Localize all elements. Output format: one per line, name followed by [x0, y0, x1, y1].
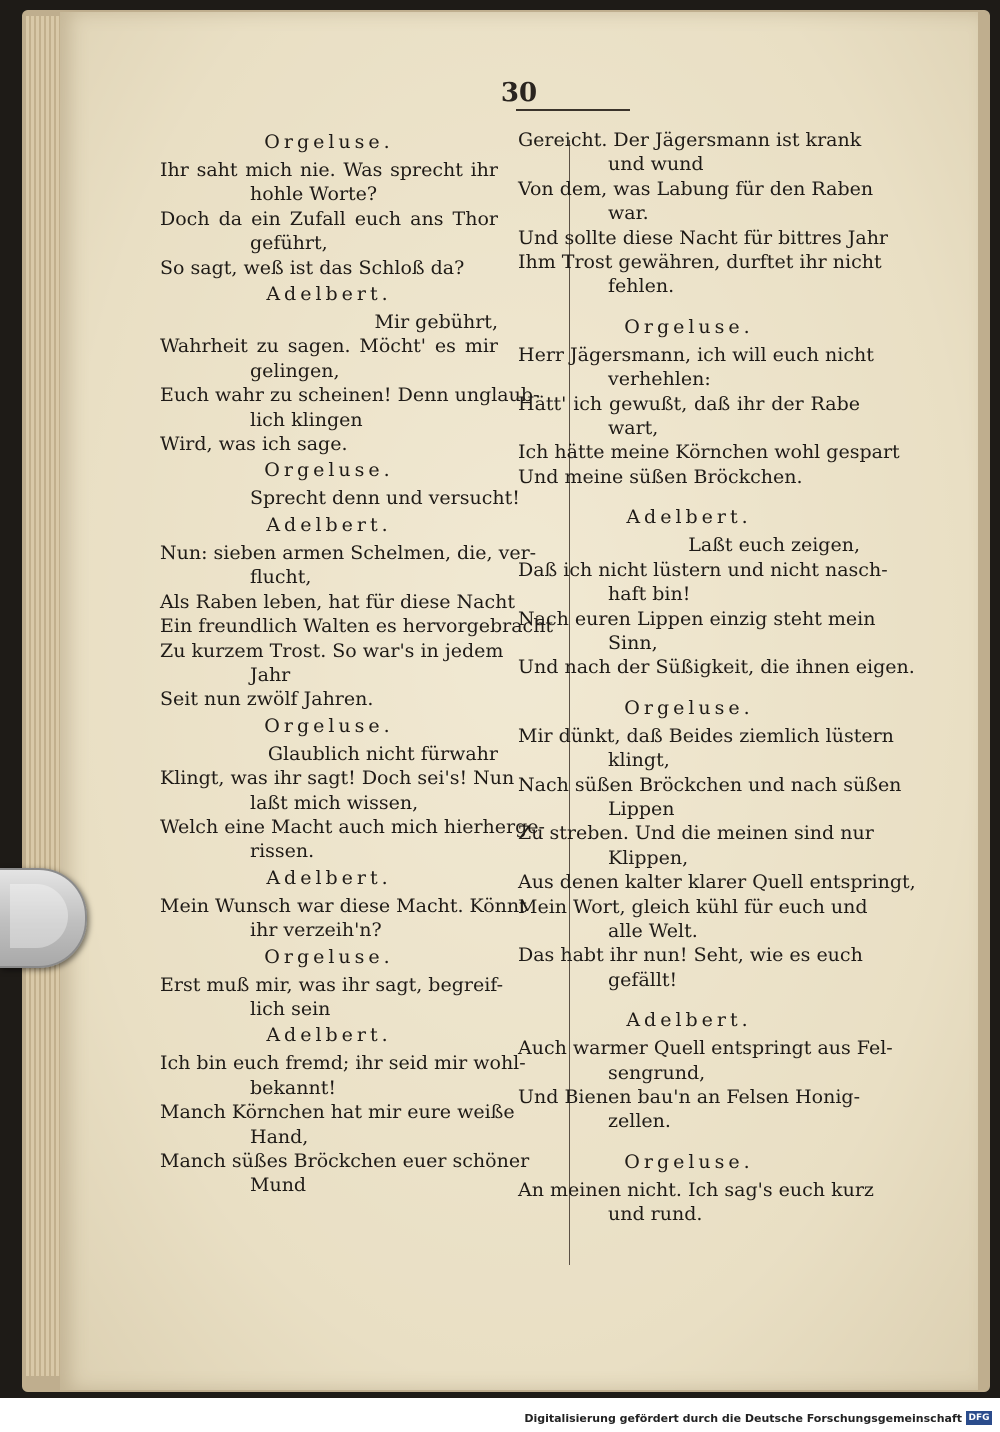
verse-line: Klippen,	[608, 846, 689, 869]
verse-line: Daß ich nicht lüstern und nicht nasch-	[518, 558, 888, 581]
verse-line: Herr Jägersmann, ich will euch nicht	[518, 343, 874, 366]
stanza-gap	[518, 299, 860, 313]
speaker-name: Orgeluse.	[264, 459, 394, 482]
header-rule	[516, 109, 630, 111]
stanza-gap	[518, 680, 860, 694]
left-column	[160, 128, 554, 1198]
verse-line: Hand,	[250, 1125, 309, 1148]
speaker-name: Adelbert.	[266, 1024, 392, 1047]
verse-line: zellen.	[608, 1110, 671, 1133]
speaker-name: Adelbert.	[266, 866, 392, 889]
speaker-name: Orgeluse.	[264, 131, 394, 153]
verse-line: Mir gebührt,	[374, 311, 498, 334]
speaker-name: Orgeluse.	[624, 696, 754, 719]
stanza-gap	[518, 992, 860, 1006]
speaker-name: Adelbert.	[266, 513, 392, 536]
verse-line: Sprecht denn und versucht!	[250, 487, 520, 510]
verse-line: Klingt, was ihr sagt! Doch sei's! Nun	[160, 767, 515, 790]
verse-line: Das habt ihr nun! Seht, wie es euch	[518, 944, 863, 967]
verse-line: Und nach der Süßigkeit, die ihnen eigen.	[518, 656, 915, 679]
verse-line: Und Bienen bau'n an Felsen Honig-	[518, 1086, 860, 1108]
speaker-name: Orgeluse.	[624, 315, 754, 338]
verse-line: Als Raben leben, hat für diese Nacht	[160, 590, 515, 613]
verse-line: Manch süßes Bröckchen euer schöner	[160, 1150, 530, 1172]
verse-line: Jahr	[250, 663, 291, 686]
verse-line: Doch da ein Zufall euch ans Thor	[160, 207, 498, 230]
dfg-logo-icon: DFG	[966, 1411, 992, 1425]
verse-line: gelingen,	[250, 359, 340, 382]
verse-line: bekannt!	[250, 1076, 336, 1099]
stanza-gap	[518, 1134, 860, 1148]
verse-line: Ihr saht mich nie. Was sprecht ihr	[160, 159, 498, 181]
verse-line: verhehlen:	[608, 368, 711, 391]
verse-line: Euch wahr zu scheinen! Denn unglaub-	[160, 384, 540, 407]
verse-line: Manch Körnchen hat mir eure weiße	[160, 1101, 515, 1124]
verse-line: haft bin!	[608, 583, 691, 606]
verse-line: Und meine süßen Bröckchen.	[518, 465, 803, 488]
verse-line: Zu kurzem Trost. So war's in jedem	[160, 639, 504, 662]
verse-line: Gereicht. Der Jägersmann ist krank	[518, 129, 862, 151]
verse-line: Seit nun zwölf Jahren.	[160, 688, 374, 711]
verse-line: Erst muß mir, was ihr sagt, begreif-	[160, 973, 504, 996]
verse-line: Sinn,	[608, 631, 658, 654]
verse-line: Ich hätte meine Körnchen wohl gespart	[518, 441, 900, 464]
footer-bar	[0, 1398, 1000, 1432]
verse-line: rissen.	[250, 840, 315, 863]
verse-line: Zu streben. Und die meinen sind nur	[518, 822, 874, 845]
verse-line: Wahrheit zu sagen. Möcht' es mir	[160, 335, 498, 358]
verse-line: laßt mich wissen,	[250, 791, 419, 814]
verse-line: alle Welt.	[608, 919, 698, 942]
verse-line: Von dem, was Labung für den Raben	[518, 177, 874, 200]
verse-line: wart,	[608, 417, 659, 440]
verse-line: ihr verzeih'n?	[250, 919, 382, 942]
speaker-name: Orgeluse.	[264, 714, 394, 737]
verse-line: Nun: sieben armen Schelmen, die, ver-	[160, 541, 537, 564]
page-number: 30	[500, 78, 538, 108]
verse-line: Hätt' ich gewußt, daß ihr der Rabe	[518, 392, 860, 415]
speaker-name: Adelbert.	[266, 283, 392, 306]
speaker-name: Orgeluse.	[264, 945, 394, 968]
verse-line: Mein Wort, gleich kühl für euch und	[518, 895, 868, 918]
verse-line: Welch eine Macht auch mich hierherge-	[160, 815, 545, 838]
verse-line: Ich bin euch fremd; ihr seid mir wohl-	[160, 1052, 526, 1075]
verse-line: und rund.	[608, 1203, 703, 1226]
speaker-name: Orgeluse.	[624, 1150, 754, 1173]
right-column	[518, 128, 916, 1227]
verse-line: Lippen	[608, 797, 675, 820]
verse-line: Ein freundlich Walten es hervorgebracht	[160, 615, 554, 638]
verse-line: geführt,	[250, 232, 328, 255]
verse-line: Ihm Trost gewähren, durftet ihr nicht	[518, 251, 882, 274]
verse-line: Nach euren Lippen einzig steht mein	[518, 607, 876, 630]
verse-line: und wund	[608, 153, 704, 176]
verse-line: So sagt, weß ist das Schloß da?	[160, 256, 465, 279]
digitization-credit: Digitalisierung gefördert durch die Deutsche Forschungsgemeinschaft	[524, 1412, 962, 1425]
verse-line: Wird, was ich sage.	[160, 433, 348, 456]
verse-line: lich klingen	[250, 408, 363, 431]
verse-line: gefällt!	[608, 968, 678, 991]
verse-line: war.	[608, 202, 649, 225]
verse-line: flucht,	[250, 566, 312, 589]
verse-line: Und sollte diese Nacht für bittres Jahr	[518, 226, 889, 249]
stanza-gap	[518, 489, 860, 503]
verse-line: Laßt euch zeigen,	[688, 534, 860, 557]
verse-line: lich sein	[250, 997, 331, 1020]
verse-line: Nach süßen Bröckchen und nach süßen	[518, 773, 902, 796]
speaker-name: Adelbert.	[626, 1009, 752, 1032]
verse-line: Glaublich nicht fürwahr	[267, 742, 498, 765]
verse-line: hohle Worte?	[250, 183, 378, 206]
verse-line: fehlen.	[608, 275, 675, 298]
verse-line: sengrund,	[608, 1061, 706, 1084]
verse-line: Auch warmer Quell entspringt aus Fel-	[518, 1037, 893, 1060]
verse-line: An meinen nicht. Ich sag's euch kurz	[518, 1178, 874, 1201]
verse-line: Mein Wunsch war diese Macht. Könnt	[160, 894, 527, 917]
verse-line: klingt,	[608, 749, 670, 772]
verse-line: Mir dünkt, daß Beides ziemlich lüstern	[518, 724, 894, 747]
speaker-name: Adelbert.	[626, 506, 752, 529]
verse-line: Mund	[250, 1174, 307, 1197]
bookmark-clip-highlight	[10, 884, 68, 948]
verse-line: Aus denen kalter klarer Quell entspringt,	[518, 871, 916, 894]
